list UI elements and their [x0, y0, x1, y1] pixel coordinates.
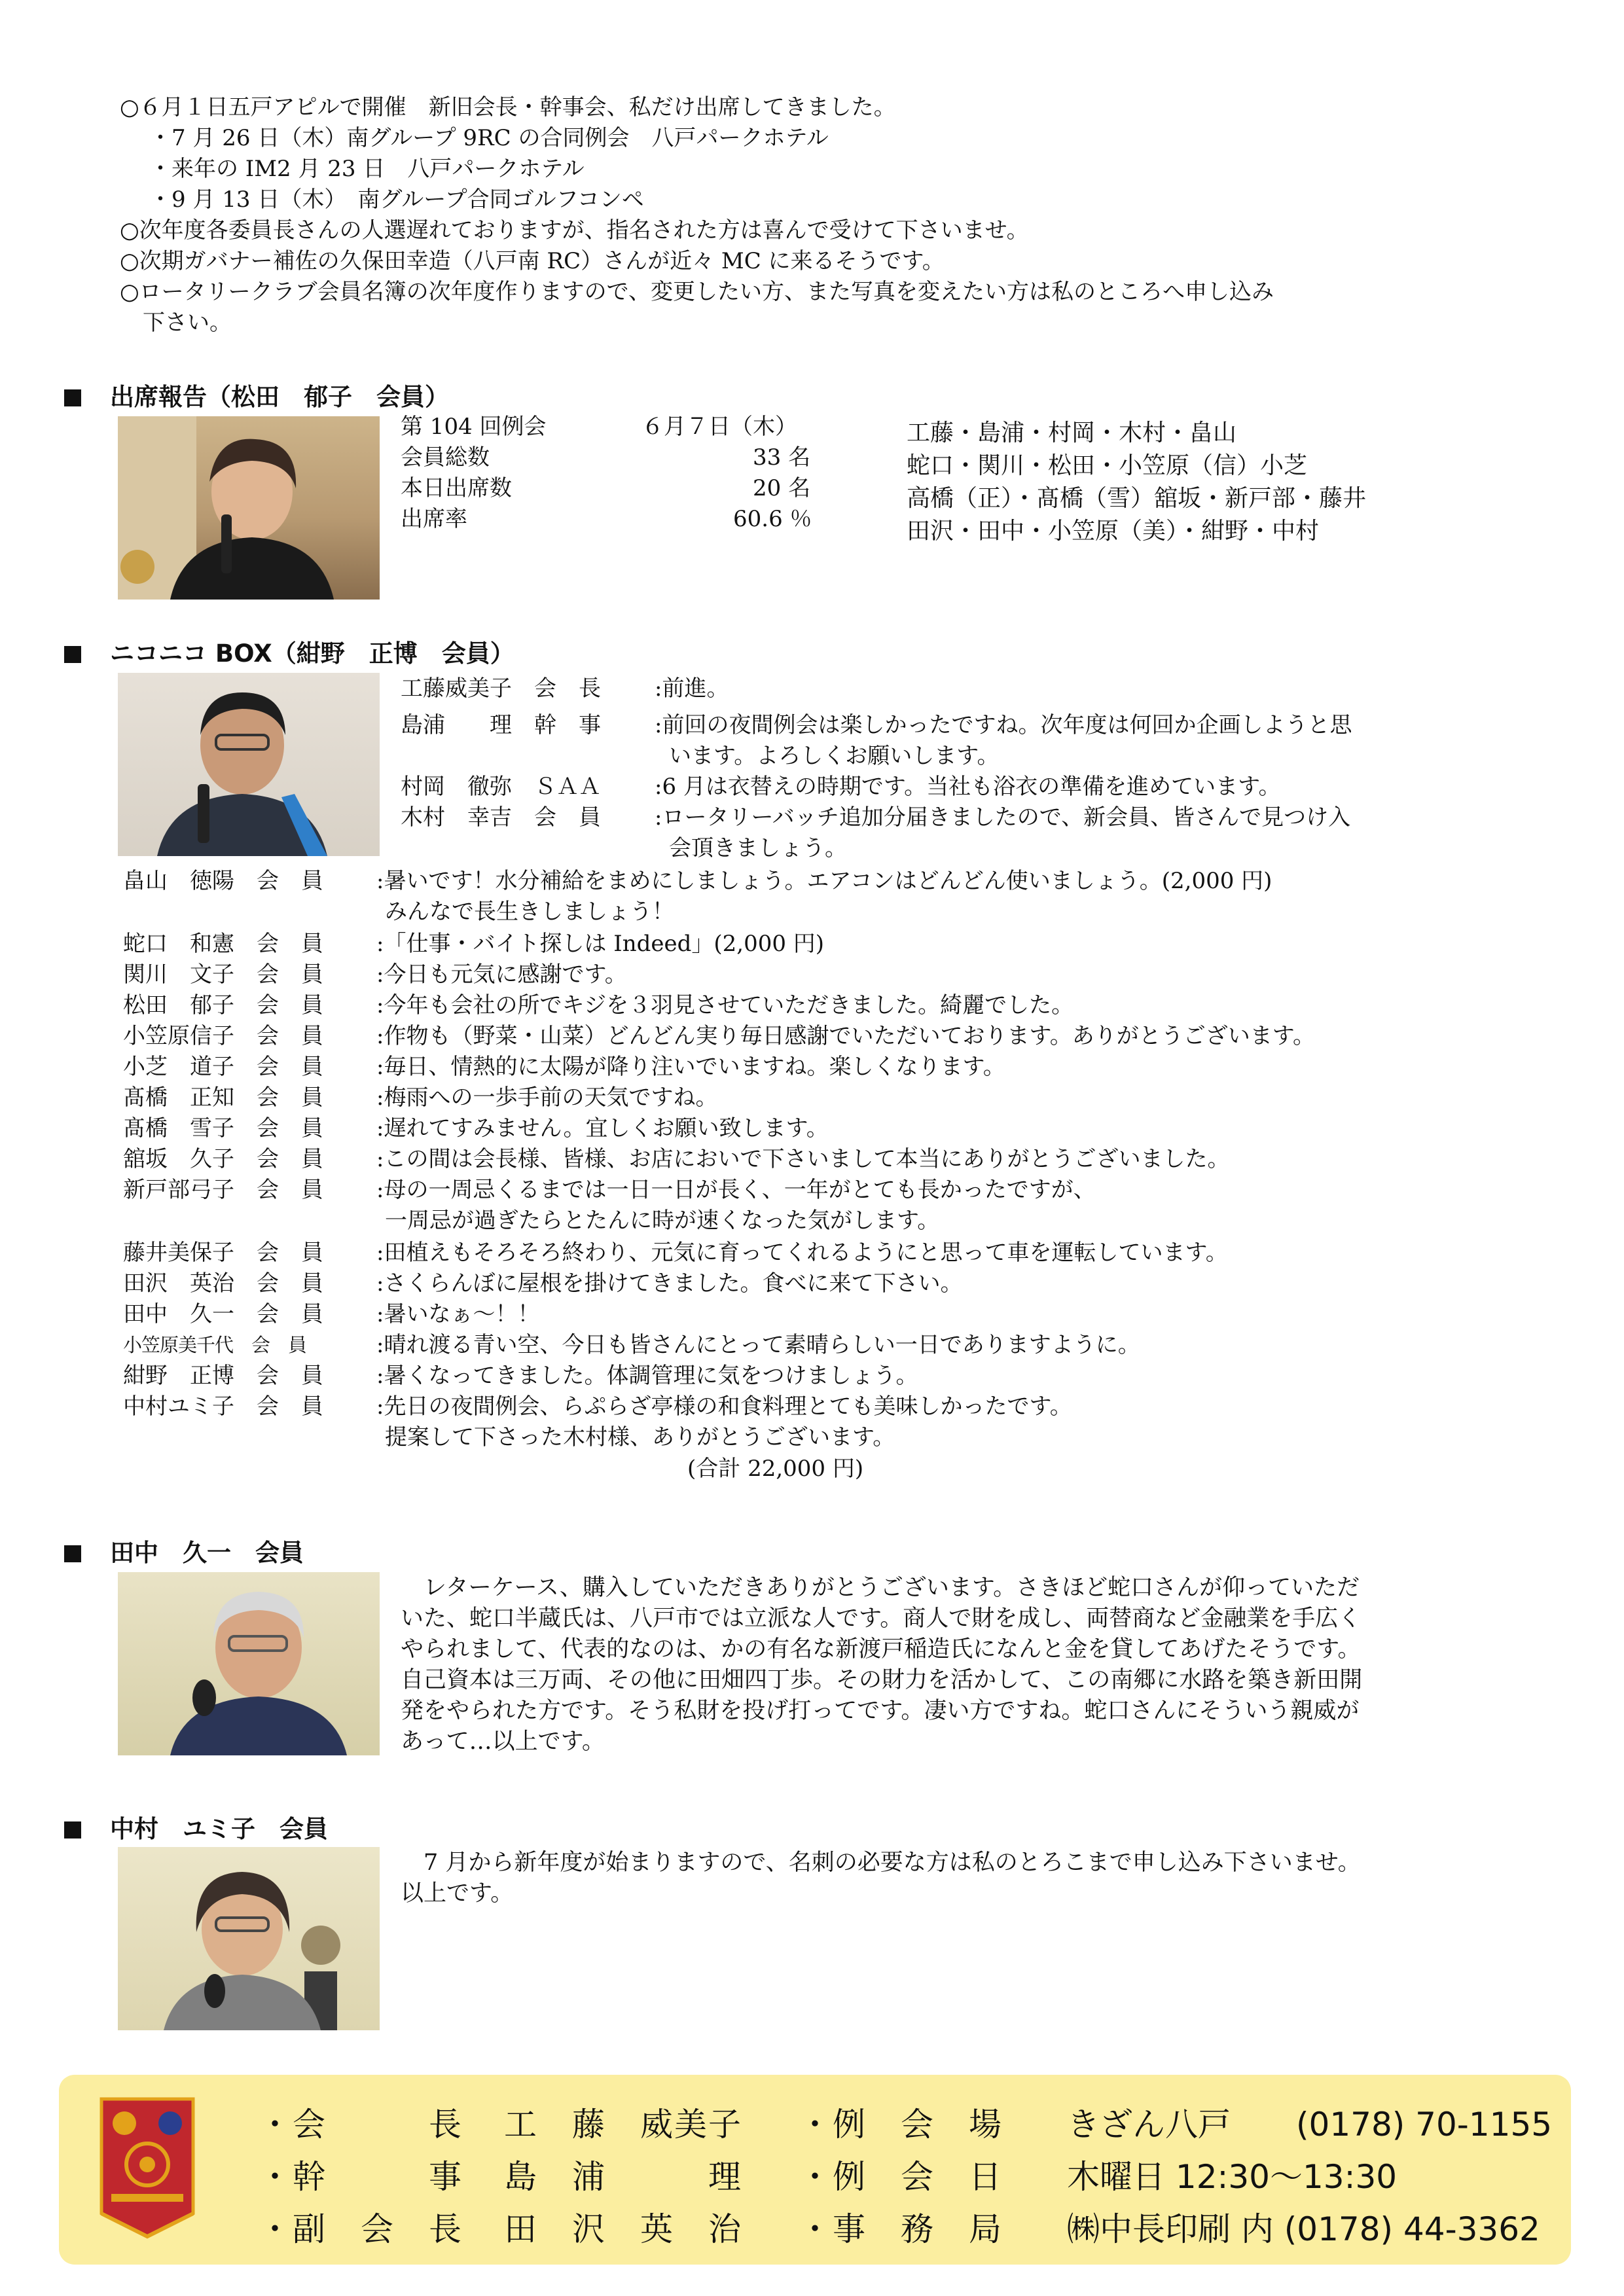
tanaka-heading-text: 田中 久一 会員 [110, 1539, 304, 1567]
entry-message-text: 暑いなぁ～！！ [384, 1301, 540, 1327]
attendance-label: 第 104 回例会 [401, 414, 547, 440]
footer-role: ・副 会 長 [259, 2210, 463, 2248]
club-banner-icon [98, 2096, 196, 2243]
entry-message-text: ロータリーバッチ追加分届きましたので、新会員、皆さんで見つけ入 [662, 804, 1351, 831]
tanaka-heading [64, 1533, 304, 1568]
absentee-line: 工藤・島浦・村岡・木村・畠山 [907, 420, 1237, 446]
nikoniko-total: (合計 22,000 円) [687, 1456, 864, 1482]
entry-name: 松田 郁子 会 員 [123, 992, 323, 1018]
footer-role: ・例 会 日 [799, 2158, 1003, 2196]
entry-message: :作物も（野菜・山菜）どんどん実り毎日感謝でいただいております。ありがとうございます。 [376, 1023, 1316, 1049]
tanaka-line: あって…以上です。 [401, 1729, 605, 1755]
entry-name: 小笠原美千代 会 員 [123, 1334, 307, 1356]
entry-name: 髙橋 雪子 会 員 [123, 1115, 323, 1141]
entry-message-text: 暑いです！水分補給をまめにしましょう。エアコンはどんどん使いましょう。(2,000 円) [384, 868, 1272, 894]
attendance-value: 60.6 ％ [733, 506, 812, 532]
notice-line: ○ロータリークラブ会員名簿の次年度作りますので、変更したい方、また写真を変えたい方は私のところへ申し込み [120, 279, 1274, 305]
footer-name: 工 藤 威美子 [504, 2106, 742, 2144]
entry-message-text: 前進。 [662, 675, 729, 702]
entry-message: :遅れてすみません。宜しくお願い致します。 [376, 1115, 829, 1141]
footer-value: きざん八戸 (0178) 70-1155 [1067, 2106, 1553, 2144]
entry-message: :6 月は衣替えの時期です。当社も浴衣の準備を進めています。 [655, 774, 1281, 800]
attendance-value: ６月７日（木） [641, 414, 797, 440]
entry-name: 関川 文子 会 員 [123, 961, 323, 988]
entry-message: :梅雨への一歩手前の天気ですね。 [376, 1085, 718, 1111]
entry-message-cont: 提案して下さった木村様、ありがとうございます。 [385, 1424, 895, 1450]
footer-name: 田 沢 英 治 [504, 2210, 742, 2248]
nakamura-line: 7 月から新年度が始まりますので、名刺の必要な方は私のとろこまで申し込み下さいませ。 [401, 1850, 1361, 1876]
entry-message: :今年も会社の所でキジを３羽見させていただきました。綺麗でした。 [376, 992, 1074, 1018]
absentee-line: 蛇口・関川・松田・小笠原（信）小芝 [907, 452, 1308, 479]
notice-line: ・9 月 13 日（木） 南グループ合同ゴルフコンペ [149, 187, 644, 213]
entry-message: :母の一周忌くるまでは一日一日が長く、一年がとても長かったですが、 [376, 1177, 1096, 1203]
entry-message-text: 6 月は衣替えの時期です。当社も浴衣の準備を進めています。 [662, 774, 1281, 800]
entry-message-text: 前回の夜間例会は楽しかったですね。次年度は何回か企画しようと思 [662, 712, 1352, 738]
notice-line: ○次期ガバナー補佐の久保田幸造（八戸南 RC）さんが近々 MC に来るそうです。 [120, 248, 945, 274]
entry-name: 村岡 徹弥 ＳＡＡ [401, 774, 601, 800]
footer-role: ・幹 事 [259, 2158, 463, 2196]
entry-name: 蛇口 和憲 会 員 [123, 931, 323, 957]
entry-message-text: 今年も会社の所でキジを３羽見させていただきました。綺麗でした。 [384, 992, 1074, 1018]
entry-message: :田植えもそろそろ終わり、元気に育ってくれるようにと思って車を運転しています。 [376, 1240, 1228, 1266]
entry-name: 木村 幸吉 会 員 [401, 804, 601, 831]
tanaka-photo [118, 1572, 380, 1755]
square-bullet-icon [64, 646, 81, 663]
club-info-footer [59, 2075, 1571, 2265]
entry-message-cont: みんなで長生きしましょう！ [385, 899, 674, 925]
absentee-line: 高橋（正）・髙橋（雪）舘坂・新戸部・藤井 [907, 485, 1367, 512]
square-bullet-icon [64, 389, 81, 406]
footer-role: ・事 務 局 [799, 2210, 1003, 2248]
entry-message-text: 田植えもそろそろ終わり、元気に育ってくれるようにと思って車を運転しています。 [384, 1240, 1228, 1266]
attendance-label: 本日出席数 [401, 475, 512, 501]
tanaka-line: やられまして、代表的なのは、かの有名な新渡戸稲造氏になんと金を貸してあげたそうです。 [401, 1636, 1361, 1662]
notice-line: ・7 月 26 日（木）南グループ 9RC の合同例会 八戸パークホテル [149, 125, 829, 151]
entry-name: 田沢 英治 会 員 [123, 1270, 323, 1297]
footer-value: 木曜日 12:30〜13:30 [1067, 2158, 1398, 2196]
entry-name: 藤井美保子 会 員 [123, 1240, 323, 1266]
entry-name: 島浦 理 幹 事 [401, 712, 601, 738]
notice-line: ○６月１日五戸アピルで開催 新旧会長・幹事会、私だけ出席してきました。 [120, 94, 896, 120]
entry-name: 工藤威美子 会 長 [401, 675, 601, 702]
footer-role: ・例 会 場 [799, 2106, 1003, 2144]
tanaka-line: 自己資本は三万両、その他に田畑四丁歩。その財力を活かして、この南郷に水路を築き新田開 [401, 1667, 1363, 1693]
entry-name: 畠山 徳陽 会 員 [123, 868, 323, 894]
nakamura-photo [118, 1847, 380, 2030]
entry-message: :今日も元気に感謝です。 [376, 961, 627, 988]
entry-message-text: 毎日、情熱的に太陽が降り注いでいますね。楽しくなります。 [384, 1054, 1005, 1080]
notice-line: ・来年の IM2 月 23 日 八戸パークホテル [149, 156, 585, 182]
attendance-label: 出席率 [401, 506, 467, 532]
entry-message: :ロータリーバッチ追加分届きましたので、新会員、皆さんで見つけ入 [655, 804, 1351, 831]
entry-message: :前進。 [655, 675, 729, 702]
attendance-value: 20 名 [753, 475, 811, 501]
entry-name: 舘坂 久子 会 員 [123, 1146, 323, 1172]
entry-message: :さくらんぼに屋根を掛けてきました。食べに来て下さい。 [376, 1270, 963, 1297]
entry-message-text: 暑くなってきました。体調管理に気をつけましょう。 [384, 1363, 918, 1389]
nikoniko-photo [118, 673, 380, 856]
entry-message: :暑いなぁ～！！ [376, 1301, 540, 1327]
entry-message-text: 遅れてすみません。宜しくお願い致します。 [384, 1115, 829, 1141]
person-photo-icon [118, 1572, 380, 1755]
attendance-heading-text: 出席報告（松田 郁子 会員） [110, 383, 449, 411]
entry-name: 中村ユミ子 会 員 [123, 1393, 323, 1420]
footer-value: ㈱中長印刷 内 (0178) 44-3362 [1067, 2210, 1540, 2248]
entry-message-text: 作物も（野菜・山菜）どんどん実り毎日感謝でいただいております。ありがとうございます。 [384, 1023, 1316, 1049]
entry-message: :先日の夜間例会、らぷらざ亭様の和食料理とても美味しかったです。 [376, 1393, 1072, 1420]
entry-message-text: この間は会長様、皆様、お店においで下さいまして本当にありがとうございました。 [384, 1146, 1230, 1172]
square-bullet-icon [64, 1545, 81, 1562]
tanaka-line: 発をやられた方です。そう私財を投げ打ってです。凄い方ですね。蛇口さんにそういう親威が [401, 1698, 1360, 1724]
attendance-heading [64, 377, 449, 412]
nakamura-heading [64, 1809, 328, 1844]
notice-line: 下さい。 [143, 310, 232, 336]
tanaka-line: レターケース、購入していただきありがとうございます。さきほど蛇口さんが仰っていただ [401, 1575, 1360, 1601]
footer-name: 島 浦 理 [504, 2158, 742, 2196]
entry-message-text: さくらんぼに屋根を掛けてきました。食べに来て下さい。 [384, 1270, 963, 1297]
entry-name: 田中 久一 会 員 [123, 1301, 323, 1327]
absentee-line: 田沢・田中・小笠原（美）・紺野・中村 [907, 518, 1320, 545]
attendance-value: 33 名 [753, 444, 811, 471]
entry-message-cont: います。よろしくお願いします。 [669, 743, 1000, 769]
entry-name: 新戸部弓子 会 員 [123, 1177, 323, 1203]
entry-name: 紺野 正博 会 員 [123, 1363, 323, 1389]
entry-message-cont: 一周忌が過ぎたらとたんに時が速くなった気がします。 [385, 1208, 940, 1234]
footer-role: ・会 長 [259, 2106, 463, 2144]
square-bullet-icon [64, 1821, 81, 1839]
entry-message-text: 母の一周忌くるまでは一日一日が長く、一年がとても長かったですが、 [384, 1177, 1096, 1203]
entry-message-cont: 会頂きましょう。 [669, 835, 847, 861]
nakamura-heading-text: 中村 ユミ子 会員 [110, 1815, 328, 1843]
person-photo-icon [118, 1847, 380, 2030]
entry-message: :前回の夜間例会は楽しかったですね。次年度は何回か企画しようと思 [655, 712, 1352, 738]
entry-message: :暑くなってきました。体調管理に気をつけましょう。 [376, 1363, 918, 1389]
nikoniko-heading-text: ニコニコ BOX（紺野 正博 会員） [110, 639, 514, 668]
entry-message: :「仕事・バイト探しは Indeed」(2,000 円) [376, 931, 825, 957]
entry-name: 髙橋 正知 会 員 [123, 1085, 323, 1111]
entry-message-text: 先日の夜間例会、らぷらざ亭様の和食料理とても美味しかったです。 [384, 1393, 1072, 1420]
entry-message-text: 晴れ渡る青い空、今日も皆さんにとって素晴らしい一日でありますように。 [384, 1332, 1140, 1358]
person-photo-icon [118, 673, 380, 856]
attendance-label: 会員総数 [401, 444, 490, 471]
nakamura-line: 以上です。 [401, 1880, 514, 1907]
attendance-photo [118, 416, 380, 600]
entry-message-text: 今日も元気に感謝です。 [384, 961, 627, 988]
tanaka-line: いた、蛇口半蔵氏は、八戸市では立派な人です。商人で財を成し、両替商など金融業を手広く [401, 1605, 1362, 1632]
notice-line: ○次年度各委員長さんの人選遅れておりますが、指名された方は喜んで受けて下さいませ。 [120, 217, 1029, 243]
entry-message-text: 「仕事・バイト探しは Indeed」(2,000 円) [384, 931, 825, 957]
entry-name: 小芝 道子 会 員 [123, 1054, 323, 1080]
entry-message: :暑いです！水分補給をまめにしましょう。エアコンはどんどん使いましょう。(2,000 円) [376, 868, 1272, 894]
entry-message: :晴れ渡る青い空、今日も皆さんにとって素晴らしい一日でありますように。 [376, 1332, 1140, 1358]
entry-message: :毎日、情熱的に太陽が降り注いでいますね。楽しくなります。 [376, 1054, 1005, 1080]
entry-message: :この間は会長様、皆様、お店においで下さいまして本当にありがとうございました。 [376, 1146, 1230, 1172]
entry-message-text: 梅雨への一歩手前の天気ですね。 [384, 1085, 718, 1111]
entry-name: 小笠原信子 会 員 [123, 1023, 323, 1049]
nikoniko-heading [64, 634, 514, 669]
person-photo-icon [118, 416, 380, 600]
